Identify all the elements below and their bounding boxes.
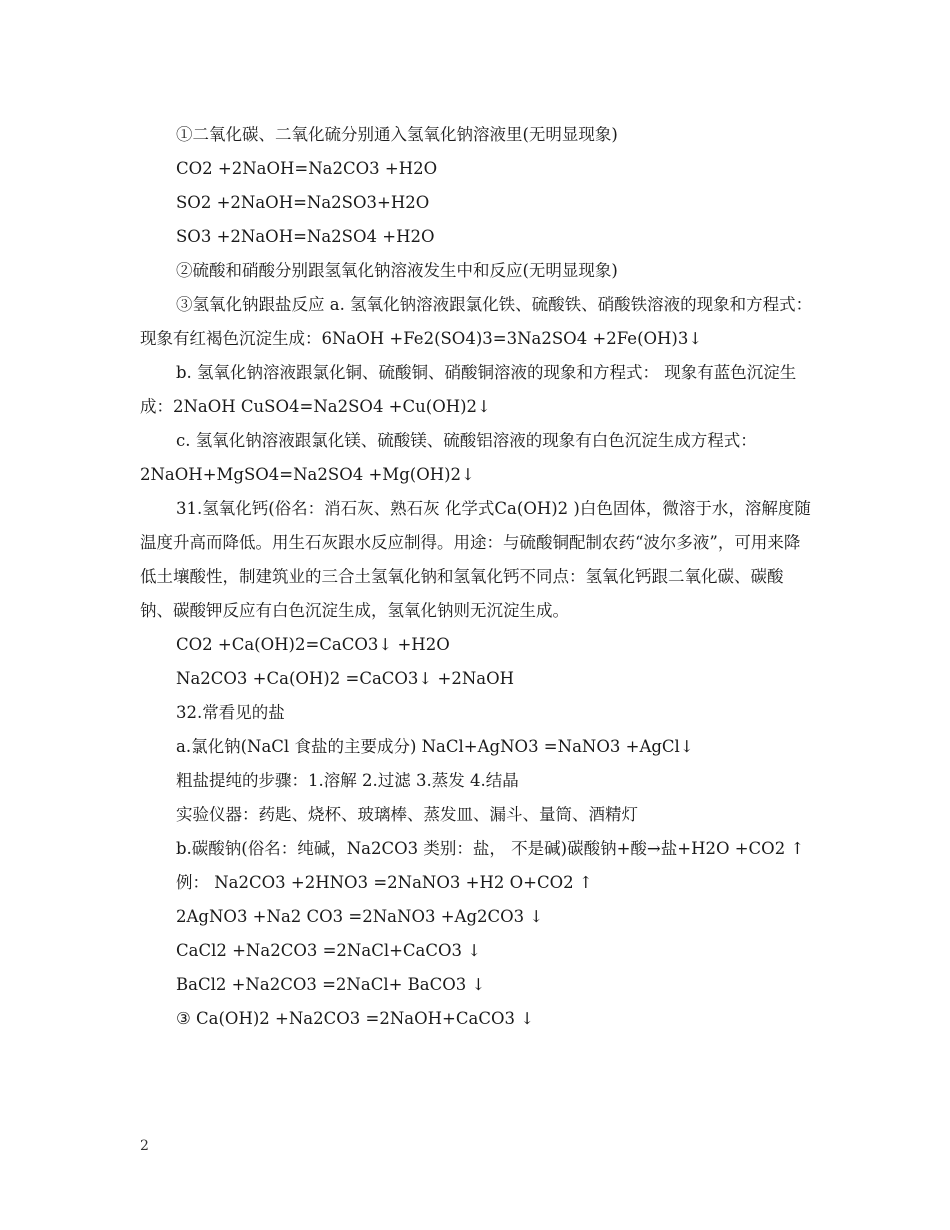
text-line: ②硫酸和硝酸分别跟氢氧化钠溶液发生中和反应(无明显现象)	[176, 261, 618, 280]
section-heading: 32.常看见的盐	[176, 703, 285, 722]
equation-line: BaCl2 +Na2CO3 =2NaCl+ BaCO3 ↓	[176, 975, 486, 994]
paragraph: c. 氢氧化钠溶液跟氯化镁、硫酸镁、硫酸铝溶液的现象有白色沉淀生成方程式：2NaOH+MgSO4=Na2SO4 +Mg(OH)2↓	[140, 431, 757, 484]
equation-line: 例： Na2CO3 +2HNO3 =2NaNO3 +H2 O+CO2 ↑	[176, 873, 593, 892]
text-line: a.氯化钠(NaCl 食盐的主要成分) NaCl+AgNO3 =NaNO3 +AgCl↓	[176, 737, 694, 756]
equation-line: CO2 +Ca(OH)2=CaCO3↓ +H2O	[176, 635, 450, 654]
equation-line: 2AgNO3 +Na2 CO3 =2NaNO3 +Ag2CO3 ↓	[176, 907, 544, 926]
paragraph: 31.氢氧化钙(俗名：消石灰、熟石灰 化学式Ca(OH)2 )白色固体，微溶于水，溶解度随温度升高而降低。用生石灰跟水反应制得。用途：与硫酸铜配制农药“波尔多液”，可用来降低土壤酸性，制建筑业的三合土氢氧化钠和氢氧化钙不同点：氢氧化钙跟二氧化碳、碳酸钠、碳酸钾反应有白色沉淀生成，氢氧化钠则无沉淀生成。	[140, 499, 811, 620]
document-body	[140, 118, 815, 1036]
equation-line: ③ Ca(OH)2 +Na2CO3 =2NaOH+CaCO3 ↓	[176, 1009, 535, 1028]
text-line: ①二氧化碳、二氧化硫分别通入氢氧化钠溶液里(无明显现象)	[176, 125, 618, 144]
equation-line: CaCl2 +Na2CO3 =2NaCl+CaCO3 ↓	[176, 941, 482, 960]
text-line: 粗盐提纯的步骤：1.溶解 2.过滤 3.蒸发 4.结晶	[176, 771, 519, 790]
equation-line: CO2 +2NaOH=Na2CO3 +H2O	[176, 159, 438, 178]
page-number: 2	[140, 1138, 149, 1154]
text-line: 实验仪器：药匙、烧杯、玻璃棒、蒸发皿、漏斗、量筒、酒精灯	[176, 805, 638, 824]
paragraph: b.碳酸钠(俗名：纯碱，Na2CO3 类别：盐， 不是碱)碳酸钠+酸→盐+H2O +CO2 ↑	[176, 839, 805, 858]
equation-line: Na2CO3 +Ca(OH)2 =CaCO3↓ +2NaOH	[176, 669, 515, 688]
paragraph: ③氢氧化钠跟盐反应 a. 氢氧化钠溶液跟氯化铁、硫酸铁、硝酸铁溶液的现象和方程式： 现象有红褐色沉淀生成：6NaOH +Fe2(SO4)3=3Na2SO4 +2Fe(OH)3↓	[140, 295, 813, 348]
paragraph: b. 氢氧化钠溶液跟氯化铜、硫酸铜、硝酸铜溶液的现象和方程式： 现象有蓝色沉淀生成：2NaOH CuSO4=Na2SO4 +Cu(OH)2↓	[140, 363, 797, 416]
equation-line: SO3 +2NaOH=Na2SO4 +H2O	[176, 227, 435, 246]
equation-line: SO2 +2NaOH=Na2SO3+H2O	[176, 193, 430, 212]
